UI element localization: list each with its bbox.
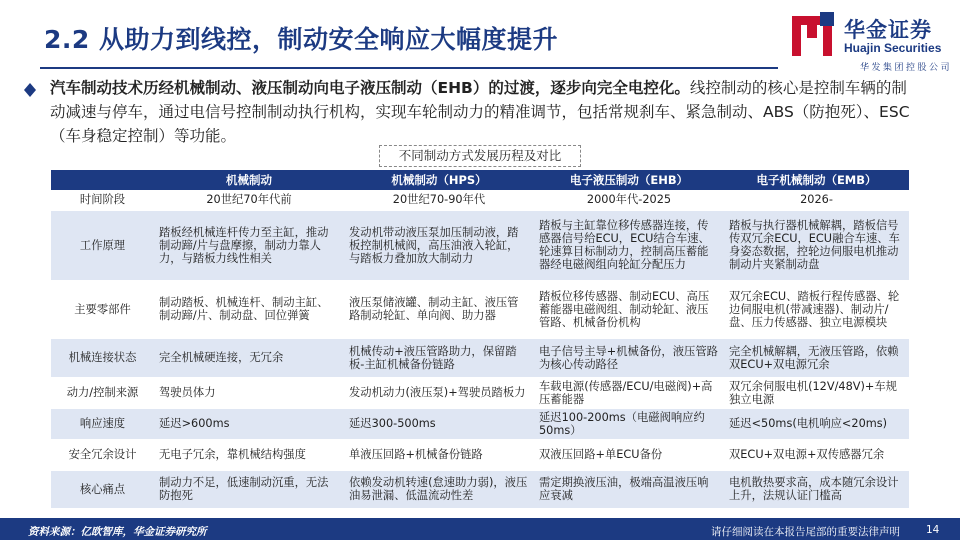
table-cell: 完全机械硬连接，无冗余 xyxy=(154,338,344,377)
header-cell-mechanical: 机械制动 xyxy=(154,170,344,190)
table-cell: 2000年代-2025 xyxy=(534,190,724,210)
diamond-bullet-icon xyxy=(24,83,36,90)
table-cell: 发动机动力(液压泵)+驾驶员踏板力 xyxy=(344,377,534,408)
header-cell-empty xyxy=(51,170,154,190)
table-cell: 踏板位移传感器、制动ECU、高压蓄能器电磁阀组、制动轮缸、液压管路、机械备份机构 xyxy=(534,280,724,338)
logo-english-name: Huajin Securities xyxy=(844,41,942,55)
intro-body-text: 线控制动的核心是控制车辆的制动减速与停车，通过电信号控制制动执行机构，实现车轮制动力的精准调节，包括常规刹车、紧急制动、ABS（防抱死）、ESC（车身稳定控制）等功能。 xyxy=(50,79,910,145)
row-header: 核心痛点 xyxy=(51,470,154,508)
table-cell: 制动踏板、机械连杆、制动主缸、制动蹄/片、制动盘、回位弹簧 xyxy=(154,280,344,338)
table-cell: 2026- xyxy=(724,190,909,210)
table-row xyxy=(51,190,909,210)
logo-mark-icon xyxy=(792,12,838,58)
table-cell: 延迟>600ms xyxy=(154,408,344,439)
row-header: 动力/控制来源 xyxy=(51,377,154,408)
data-source-note: 资料来源：亿欧智库，华金证券研究所 xyxy=(28,526,207,538)
header-cell-emb: 电子机械制动（EMB） xyxy=(724,170,909,190)
table-cell: 制动力不足，低速制动沉重，无法防抱死 xyxy=(154,470,344,508)
table-cell: 液压泵储液罐、制动主缸、液压管路制动轮缸、单向阀、助力器 xyxy=(344,280,534,338)
table-caption: 不同制动方式发展历程及对比 xyxy=(379,145,581,167)
logo-tagline: 华发集团控股公司 xyxy=(859,63,952,73)
table-cell: 20世纪70-90年代 xyxy=(344,190,534,210)
legal-disclaimer: 请仔细阅读在本报告尾部的重要法律声明 xyxy=(711,526,900,538)
table-cell: 延迟300-500ms xyxy=(344,408,534,439)
row-header: 机械连接状态 xyxy=(51,338,154,377)
table-row xyxy=(51,408,909,439)
header-cell-hps: 机械制动（HPS） xyxy=(344,170,534,190)
intro-paragraph xyxy=(50,76,910,148)
table-cell: 依赖发动机转速(怠速助力弱)，液压油易泄漏、低温流动性差 xyxy=(344,470,534,508)
table-cell: 无电子冗余，靠机械结构强度 xyxy=(154,439,344,470)
table-cell: 完全机械解耦，无液压管路，依赖双ECU+双电源冗余 xyxy=(724,338,909,377)
row-header: 安全冗余设计 xyxy=(51,439,154,470)
table-header-row xyxy=(51,170,909,190)
intro-bold-text: 汽车制动技术历经机械制动、液压制动向电子液压制动（EHB）的过渡，逐步向完全电控化。 xyxy=(50,79,690,97)
table-cell: 车载电源(传感器/ECU/电磁阀)+高压蓄能器 xyxy=(534,377,724,408)
page-title: 2.2 从助力到线控，制动安全响应大幅度提升 xyxy=(44,25,558,54)
table-cell: 踏板与执行器机械解耦，踏板信号传双冗余ECU，ECU融合车速、车身姿态数据，控轮边伺服电机推动制动片夹紧制动盘 xyxy=(724,210,909,280)
table-cell: 延迟100-200ms（电磁阀响应约50ms） xyxy=(534,408,724,439)
table-row xyxy=(51,338,909,377)
table-cell: 机械传动+液压管路助力，保留踏板-主缸机械备份链路 xyxy=(344,338,534,377)
table-cell: 电机散热要求高，成本随冗余设计上升，法规认证门槛高 xyxy=(724,470,909,508)
table-cell: 单液压回路+机械备份链路 xyxy=(344,439,534,470)
table-cell: 双ECU+双电源+双传感器冗余 xyxy=(724,439,909,470)
table-row xyxy=(51,377,909,408)
company-logo xyxy=(792,10,952,74)
table-row xyxy=(51,280,909,338)
table-cell: 20世纪70年代前 xyxy=(154,190,344,210)
table-cell: 发动机带动液压泵加压制动液，踏板控制机械阀，高压油液入轮缸，与踏板力叠加放大制动力 xyxy=(344,210,534,280)
table-cell: 双液压回路+单ECU备份 xyxy=(534,439,724,470)
row-header: 响应速度 xyxy=(51,408,154,439)
table-cell: 双冗余伺服电机(12V/48V)+车规独立电源 xyxy=(724,377,909,408)
row-header: 工作原理 xyxy=(51,210,154,280)
row-header: 主要零部件 xyxy=(51,280,154,338)
row-header: 时间阶段 xyxy=(51,190,154,210)
table-row xyxy=(51,439,909,470)
header-cell-ehb: 电子液压制动（EHB） xyxy=(534,170,724,190)
table-cell: 双冗余ECU、踏板行程传感器、轮边伺服电机(带减速器)、制动片/盘、压力传感器、独立电源模块 xyxy=(724,280,909,338)
title-divider xyxy=(40,67,778,69)
table-cell: 踏板与主缸靠位移传感器连接，传感器信号给ECU，ECU结合车速、轮速算目标制动力，控制高压蓄能器经电磁阀组向轮缸分配压力 xyxy=(534,210,724,280)
table-cell: 需定期换液压油，极端高温液压响应衰减 xyxy=(534,470,724,508)
comparison-table xyxy=(51,170,909,509)
table-cell: 踏板经机械连杆传力至主缸，推动制动蹄/片与盘摩擦，制动力靠人力，与踏板力线性相关 xyxy=(154,210,344,280)
table-cell: 驾驶员体力 xyxy=(154,377,344,408)
table-cell: 电子信号主导+机械备份，液压管路为核心传动路径 xyxy=(534,338,724,377)
table-row xyxy=(51,470,909,508)
logo-chinese-name: 华金证券 xyxy=(844,18,932,42)
table-cell: 延迟<50ms(电机响应<20ms) xyxy=(724,408,909,439)
table-row xyxy=(51,210,909,280)
page-number: 14 xyxy=(926,524,940,536)
